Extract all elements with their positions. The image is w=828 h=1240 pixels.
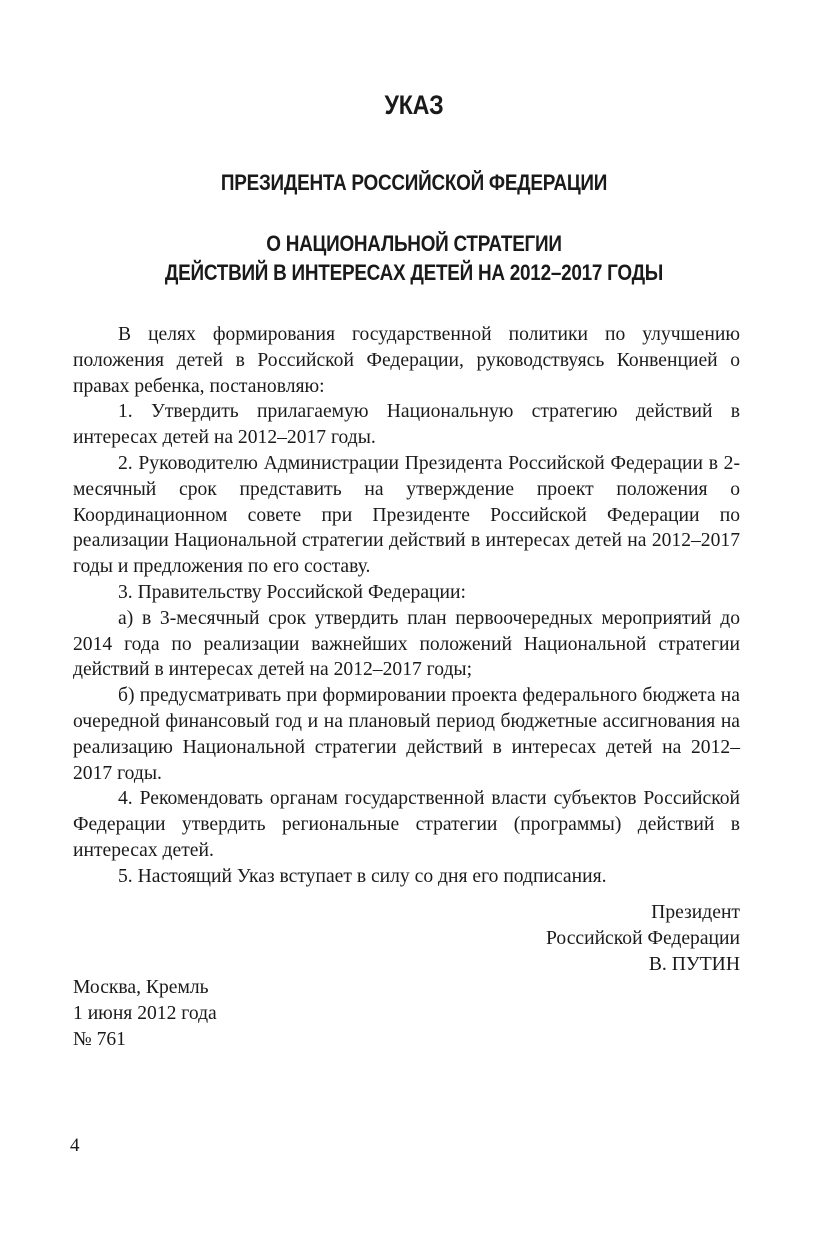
paragraph-preamble: В целях формирования государственной политики по улучшению положения детей в Российской Федерации, руководствуясь Конвенцией о правах ребенка, постановляю: (73, 324, 740, 397)
topic-line-1: О НАЦИОНАЛЬНОЙ СТРАТЕГИИ (266, 231, 562, 256)
place-date-block (73, 975, 217, 1052)
document-subtitle: ПРЕЗИДЕНТА РОССИЙСКОЙ ФЕДЕРАЦИИ (220, 170, 608, 195)
signing-date: 1 июня 2012 года (73, 1002, 217, 1024)
paragraph-item-3: 3. Правительству Российской Федерации: (118, 581, 466, 603)
signature-name: В. ПУТИН (648, 953, 740, 975)
paragraph-item-4: 4. Рекомендовать органам государственной власти субъектов Российской Федерации утвердить региональные стратегии (программы) действий в интересах детей. (73, 788, 740, 861)
paragraph-item-1: 1. Утвердить прилагаемую Национальную стратегию действий в интересах детей на 2012–2017 годы. (73, 401, 740, 449)
page-number: 4 (70, 1135, 80, 1156)
paragraph-item-5: 5. Настоящий Указ вступает в силу со дня его подписания. (118, 865, 607, 887)
signature-position-1: Президент (651, 902, 740, 923)
decree-number: № 761 (73, 1028, 126, 1050)
paragraph-item-3b: б) предусматривать при формировании проекта федерального бюджета на очередной финансовый год и на плановый период бюджетные ассигнования на реализацию Национальной стратегии действий в интересах детей на 2012–2017 годы. (73, 685, 740, 784)
topic-line-2: ДЕЙСТВИЙ В ИНТЕРЕСАХ ДЕТЕЙ НА 2012–2017 ГОДЫ (164, 260, 664, 285)
document-title: УКАЗ (384, 90, 444, 120)
decree-body (73, 322, 740, 890)
paragraph-item-3a: а) в 3-месячный срок утвердить план первоочередных мероприятий до 2014 года по реализации важнейших положений Национальной стратегии действий в интересах детей на 2012–2017 годы; (73, 607, 740, 681)
signature-block (546, 900, 740, 977)
signature-position-2: Российской Федерации (546, 927, 740, 949)
signing-place: Москва, Кремль (73, 977, 209, 998)
document-topic (58, 229, 770, 287)
paragraph-item-2: 2. Руководителю Администрации Президента Российской Федерации в 2-месячный срок представить на утверждение проект положения о Координационном совете при Президенте Российской Федерации по реализации Национальной стратегии действий в интересах детей на 2012–2017 годы и предложения по его составу. (73, 452, 740, 578)
